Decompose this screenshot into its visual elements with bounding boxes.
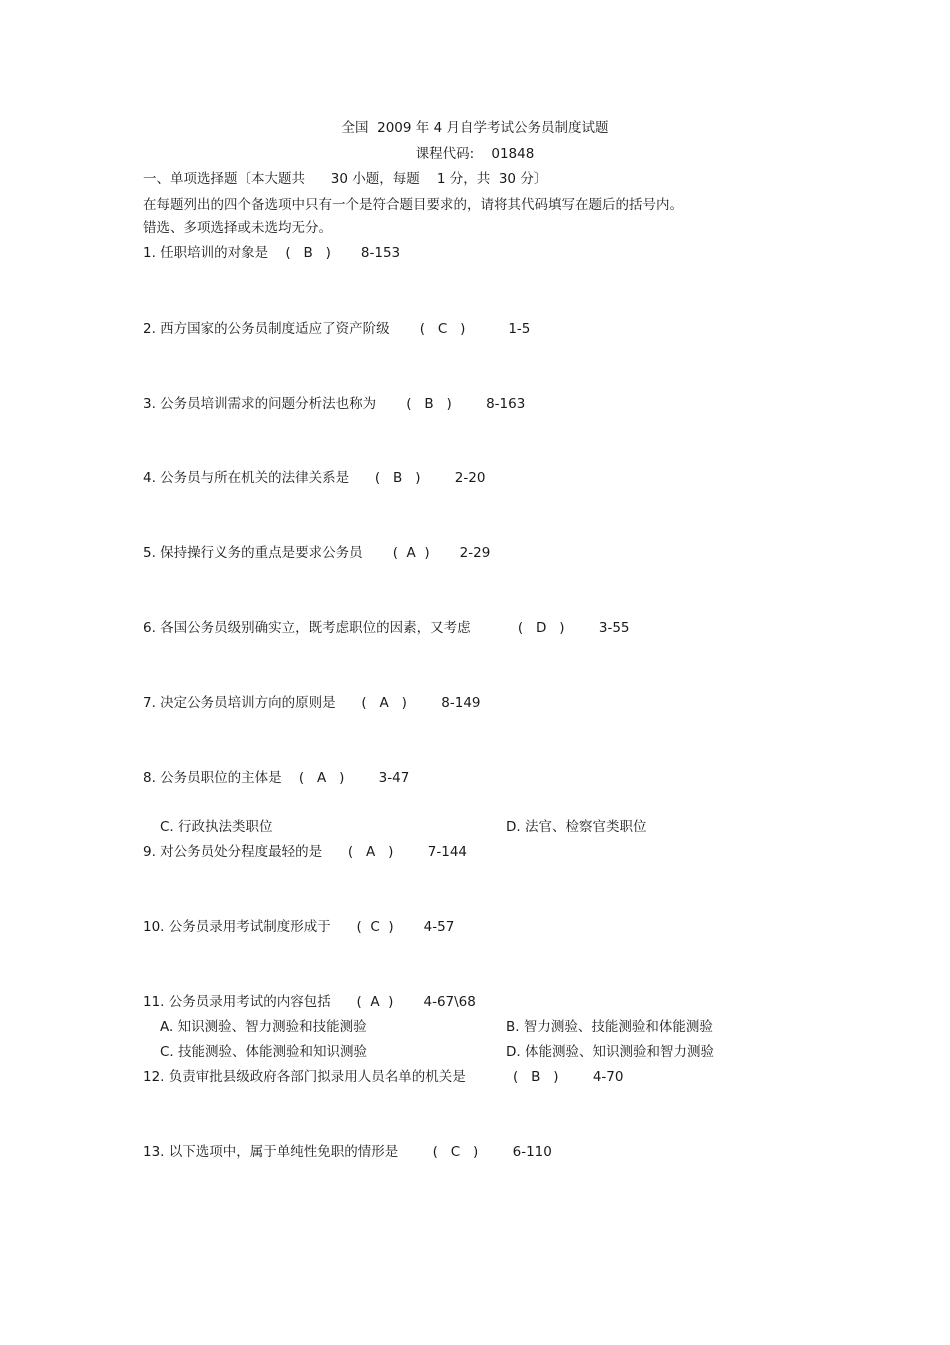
question-4: 4. 公务员与所在机关的法律关系是 ( B ) 2-20 bbox=[143, 470, 486, 486]
question-11-option-c: C. 技能测验、体能测验和知识测验 bbox=[160, 1044, 368, 1060]
exam-title: 全国 2009 年 4 月自学考试公务员制度试题 bbox=[341, 120, 609, 136]
question-10: 10. 公务员录用考试制度形成于 ( C ) 4-57 bbox=[143, 919, 455, 935]
question-5: 5. 保持操行义务的重点是要求公务员 ( A ) 2-29 bbox=[143, 545, 491, 561]
question-6: 6. 各国公务员级别确实立，既考虑职位的因素，又考虑 ( D ) 3-55 bbox=[143, 620, 630, 636]
question-1: 1. 任职培训的对象是 ( B ) 8-153 bbox=[143, 245, 401, 261]
question-11: 11. 公务员录用考试的内容包括 ( A ) 4-67\68 bbox=[143, 994, 476, 1010]
question-11-option-a: A. 知识测验、智力测验和技能测验 bbox=[160, 1019, 367, 1035]
question-2: 2. 西方国家的公务员制度适应了资产阶级 ( C ) 1-5 bbox=[143, 321, 531, 337]
question-9: 9. 对公务员处分程度最轻的是 ( A ) 7-144 bbox=[143, 844, 467, 860]
course-code: 课程代码: 01848 bbox=[415, 146, 535, 162]
question-13: 13. 以下选项中，属于单纯性免职的情形是 ( C ) 6-110 bbox=[143, 1144, 552, 1160]
section-heading: 一、单项选择题〔本大题共 30 小题，每题 1 分，共 30 分〕 bbox=[143, 171, 548, 187]
question-8: 8. 公务员职位的主体是 ( A ) 3-47 bbox=[143, 770, 410, 786]
question-8-option-d: D. 法官、检察官类职位 bbox=[506, 819, 647, 835]
question-11-option-b: B. 智力测验、技能测验和体能测验 bbox=[506, 1019, 713, 1035]
question-7: 7. 决定公务员培训方向的原则是 ( A ) 8-149 bbox=[143, 695, 481, 711]
instructions-line-1: 在每题列出的四个备选项中只有一个是符合题目要求的，请将其代码填写在题后的括号内。 bbox=[143, 197, 683, 213]
question-8-option-c: C. 行政执法类职位 bbox=[160, 819, 273, 835]
instructions-line-2: 错选、多项选择或未选均无分。 bbox=[143, 220, 332, 236]
question-11-option-d: D. 体能测验、知识测验和智力测验 bbox=[506, 1044, 714, 1060]
question-12: 12. 负责审批县级政府各部门拟录用人员名单的机关是 ( B ) 4-70 bbox=[143, 1069, 624, 1085]
question-3: 3. 公务员培训需求的问题分析法也称为 ( B ) 8-163 bbox=[143, 396, 526, 412]
